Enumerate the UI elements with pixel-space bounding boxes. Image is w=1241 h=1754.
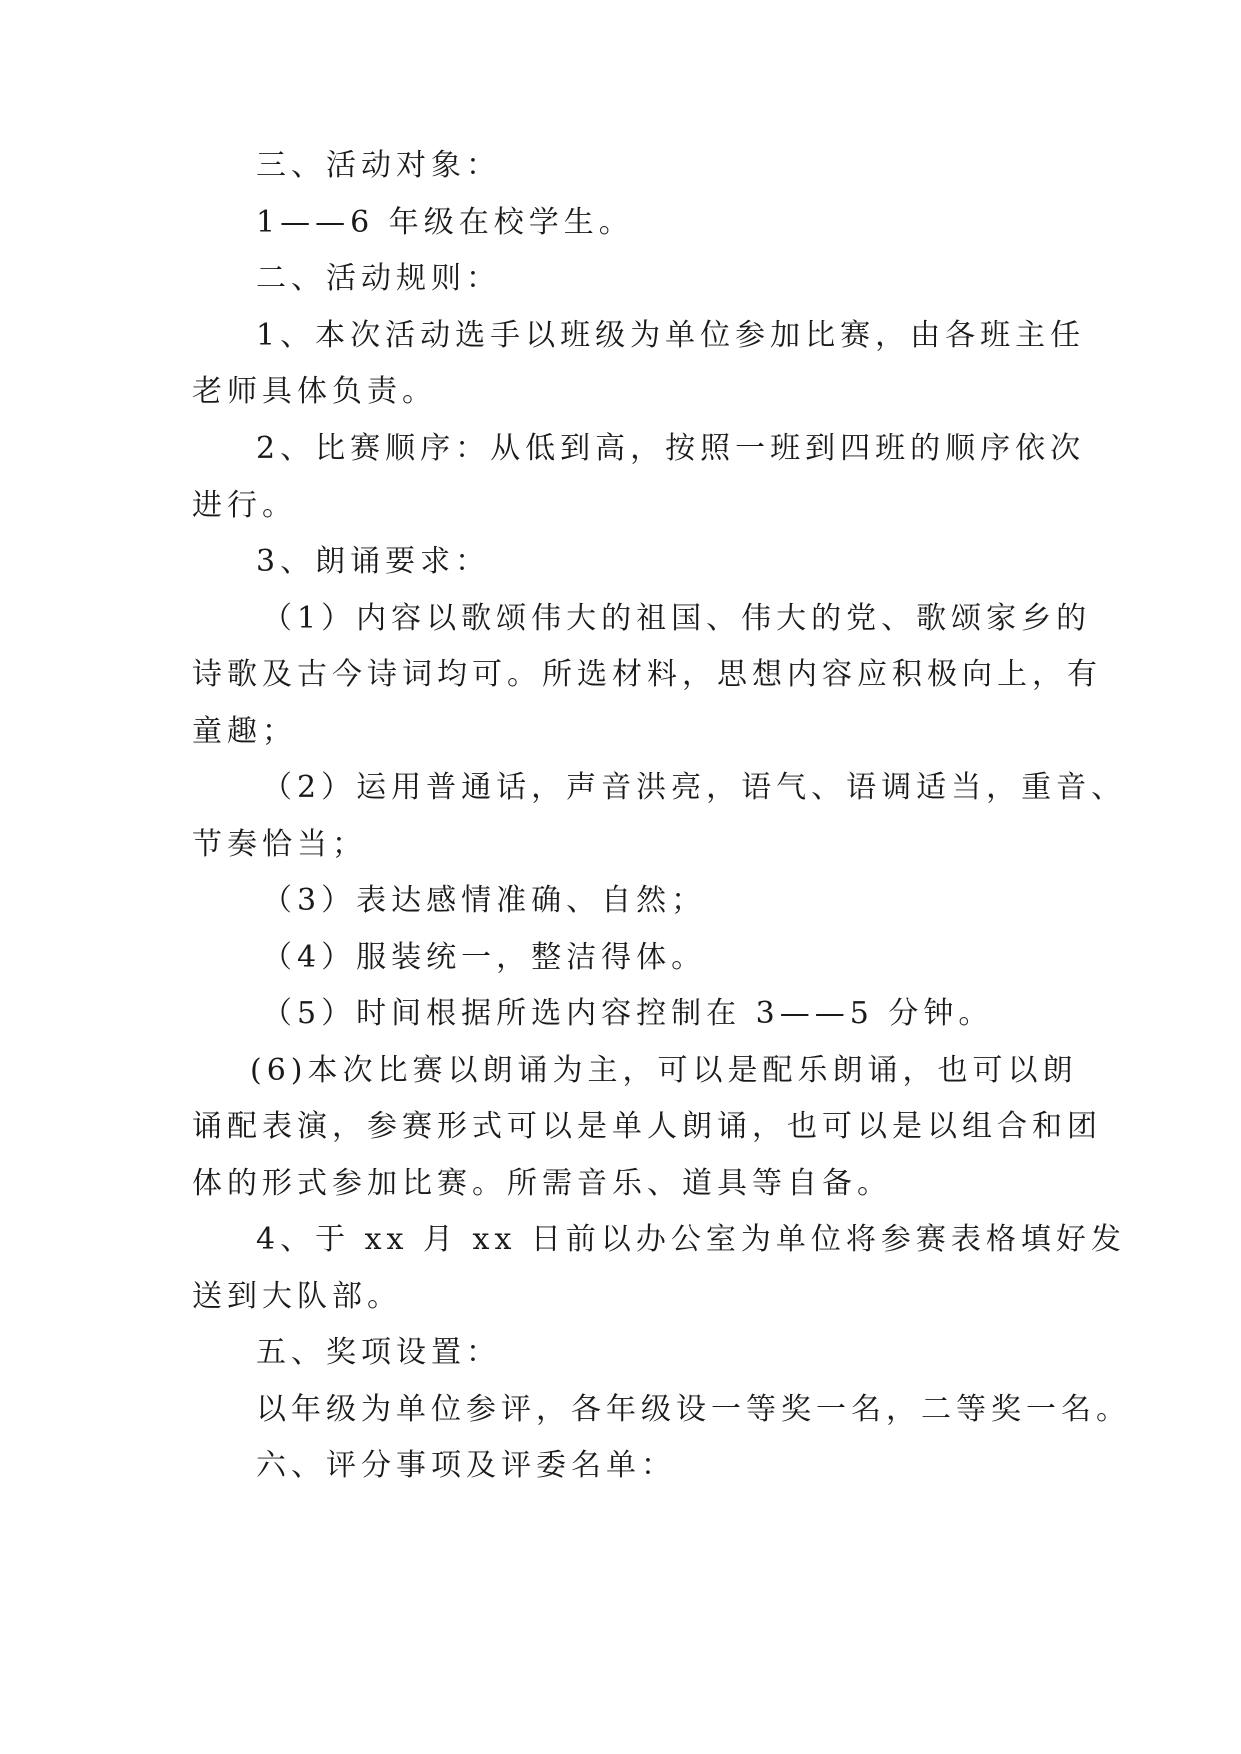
- paragraph-line: 以年级为单位参评，各年级设一等奖一名，二等奖一名。: [256, 1392, 1131, 1427]
- paragraph-line: 2、比赛顺序：从低到高，按照一班到四班的顺序依次: [256, 431, 1086, 466]
- paragraph-line: 诗歌及古今诗词均可。所选材料，思想内容应积极向上，有: [192, 657, 1102, 692]
- paragraph-line: 老师具体负责。: [192, 374, 437, 409]
- paragraph-line: （3）表达感情准确、自然；: [262, 883, 707, 918]
- paragraph-line: （2）运用普通话，声音洪亮，语气、语调适当，重音、: [262, 770, 1127, 805]
- section-heading-awards: 五、奖项设置：: [256, 1335, 501, 1370]
- paragraph-line: 童趣；: [192, 714, 297, 749]
- section-heading-activity-target: 三、活动对象：: [256, 148, 501, 183]
- paragraph-line: 3、朗诵要求：: [256, 544, 491, 579]
- paragraph-line: 诵配表演，参赛形式可以是单人朗诵，也可以是以组合和团: [192, 1109, 1102, 1144]
- paragraph-line: 进行。: [192, 488, 297, 523]
- paragraph-line: (6)本次比赛以朗诵为主，可以是配乐朗诵，也可以朗: [250, 1053, 1078, 1088]
- paragraph-line: 送到大队部。: [192, 1279, 402, 1314]
- paragraph-line: 1、本次活动选手以班级为单位参加比赛，由各班主任: [256, 318, 1086, 353]
- paragraph-line: 体的形式参加比赛。所需音乐、道具等自备。: [192, 1166, 892, 1201]
- paragraph-line: （4）服装统一，整洁得体。: [262, 940, 707, 975]
- paragraph-line: 节奏恰当；: [192, 827, 367, 862]
- paragraph-line: 4、于 xx 月 xx 日前以办公室为单位将参赛表格填好发: [256, 1222, 1126, 1257]
- paragraph-line: （5）时间根据所选内容控制在 3——5 分钟。: [262, 996, 994, 1031]
- section-heading-activity-rules: 二、活动规则：: [256, 261, 501, 296]
- section-heading-scoring-judges: 六、评分事项及评委名单：: [256, 1448, 676, 1483]
- paragraph-line: 1——6 年级在校学生。: [256, 205, 634, 240]
- paragraph-line: （1）内容以歌颂伟大的祖国、伟大的党、歌颂家乡的: [262, 601, 1092, 636]
